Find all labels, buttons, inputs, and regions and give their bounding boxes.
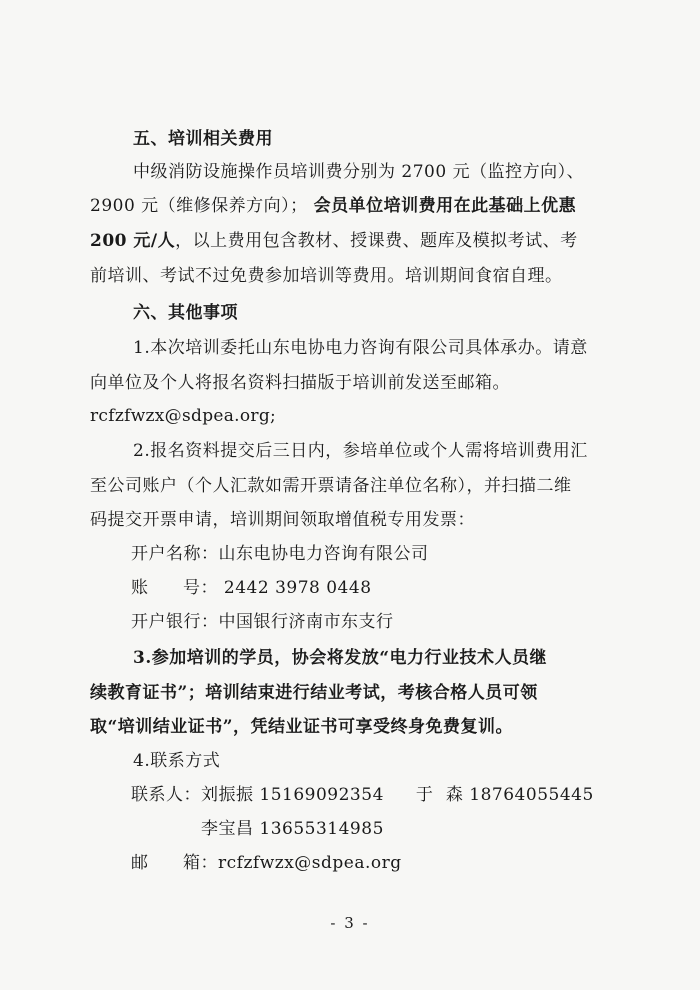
bank-row xyxy=(131,611,700,633)
account-name-row xyxy=(131,543,700,565)
bank-value: 中国银行济南市东支行 xyxy=(218,612,394,632)
item-2-line-2: 至公司账户（个人汇款如需开票请备注单位名称），并扫描二维 xyxy=(90,476,572,496)
item-2-line-1: 2.报名资料提交后三日内，参培单位或个人需将培训费用汇 xyxy=(133,441,588,461)
item-1-line-2: 向单位及个人将报名资料扫描版于培训前发送至邮箱。 xyxy=(90,373,510,393)
account-number-label-b: 号： xyxy=(183,578,218,598)
item-1-email: rcfzfwzx@sdpea.org; xyxy=(90,406,277,426)
account-name-label: 开户名称： xyxy=(131,544,219,564)
contacts-label: 联系人： xyxy=(131,785,201,805)
contact-person-2: 森 18764055445 xyxy=(445,785,594,805)
contacts-row-1 xyxy=(131,784,700,806)
fee-maintenance-text: 2900 元（维修保养方向）； xyxy=(90,196,308,216)
contact-person-1: 刘振振 15169092354 xyxy=(201,785,384,805)
section-5-paragraph-line-4: 前培训、考试不过免费参加培训等费用。培训期间食宿自理。 xyxy=(90,266,563,286)
contact-person-2-surname: 于 xyxy=(415,785,434,805)
contact-person-3: 李宝昌 13655314985 xyxy=(201,819,384,839)
account-name-value: 山东电协电力咨询有限公司 xyxy=(218,544,429,564)
account-number-label-a: 账 xyxy=(131,578,149,598)
item-2-line-3: 码提交开票申请，培训期间领取增值税专用发票： xyxy=(90,510,475,530)
section-5-paragraph-line-1: 中级消防设施操作员培训费分别为 2700 元（监控方向）、 xyxy=(133,162,585,182)
account-number-value: 2442 3978 0448 xyxy=(223,578,372,598)
email-label-a: 邮 xyxy=(131,853,149,873)
fee-includes-text: ，以上费用包含教材、授课费、题库及模拟考试、考 xyxy=(175,231,578,251)
section-5-paragraph-line-3 xyxy=(90,230,700,252)
section-6-title: 六、其他事项 xyxy=(133,303,238,323)
item-1-line-1: 1.本次培训委托山东电协电力咨询有限公司具体承办。请意 xyxy=(133,338,588,358)
email-row xyxy=(131,852,700,874)
member-discount-text: 会员单位培训费用在此基础上优惠 xyxy=(313,196,577,216)
email-label-b: 箱： xyxy=(183,853,218,873)
page-number: - 3 - xyxy=(330,914,370,932)
section-5-title: 五、培训相关费用 xyxy=(133,129,273,149)
item-3-line-1: 3.参加培训的学员，协会将发放“电力行业技术人员继 xyxy=(133,648,548,668)
section-5-paragraph-line-2 xyxy=(90,195,700,217)
item-3-line-3: 取“培训结业证书”，凭结业证书可享受终身免费复训。 xyxy=(90,717,514,737)
account-number-row xyxy=(131,577,700,599)
item-3-line-2: 续教育证书”；培训结束进行结业考试，考核合格人员可领 xyxy=(90,683,538,703)
discount-amount-text: 200 元/人 xyxy=(90,231,176,251)
email-value: rcfzfwzx@sdpea.org xyxy=(218,853,402,873)
bank-label: 开户银行： xyxy=(131,612,219,632)
item-4-title: 4.联系方式 xyxy=(133,751,221,771)
